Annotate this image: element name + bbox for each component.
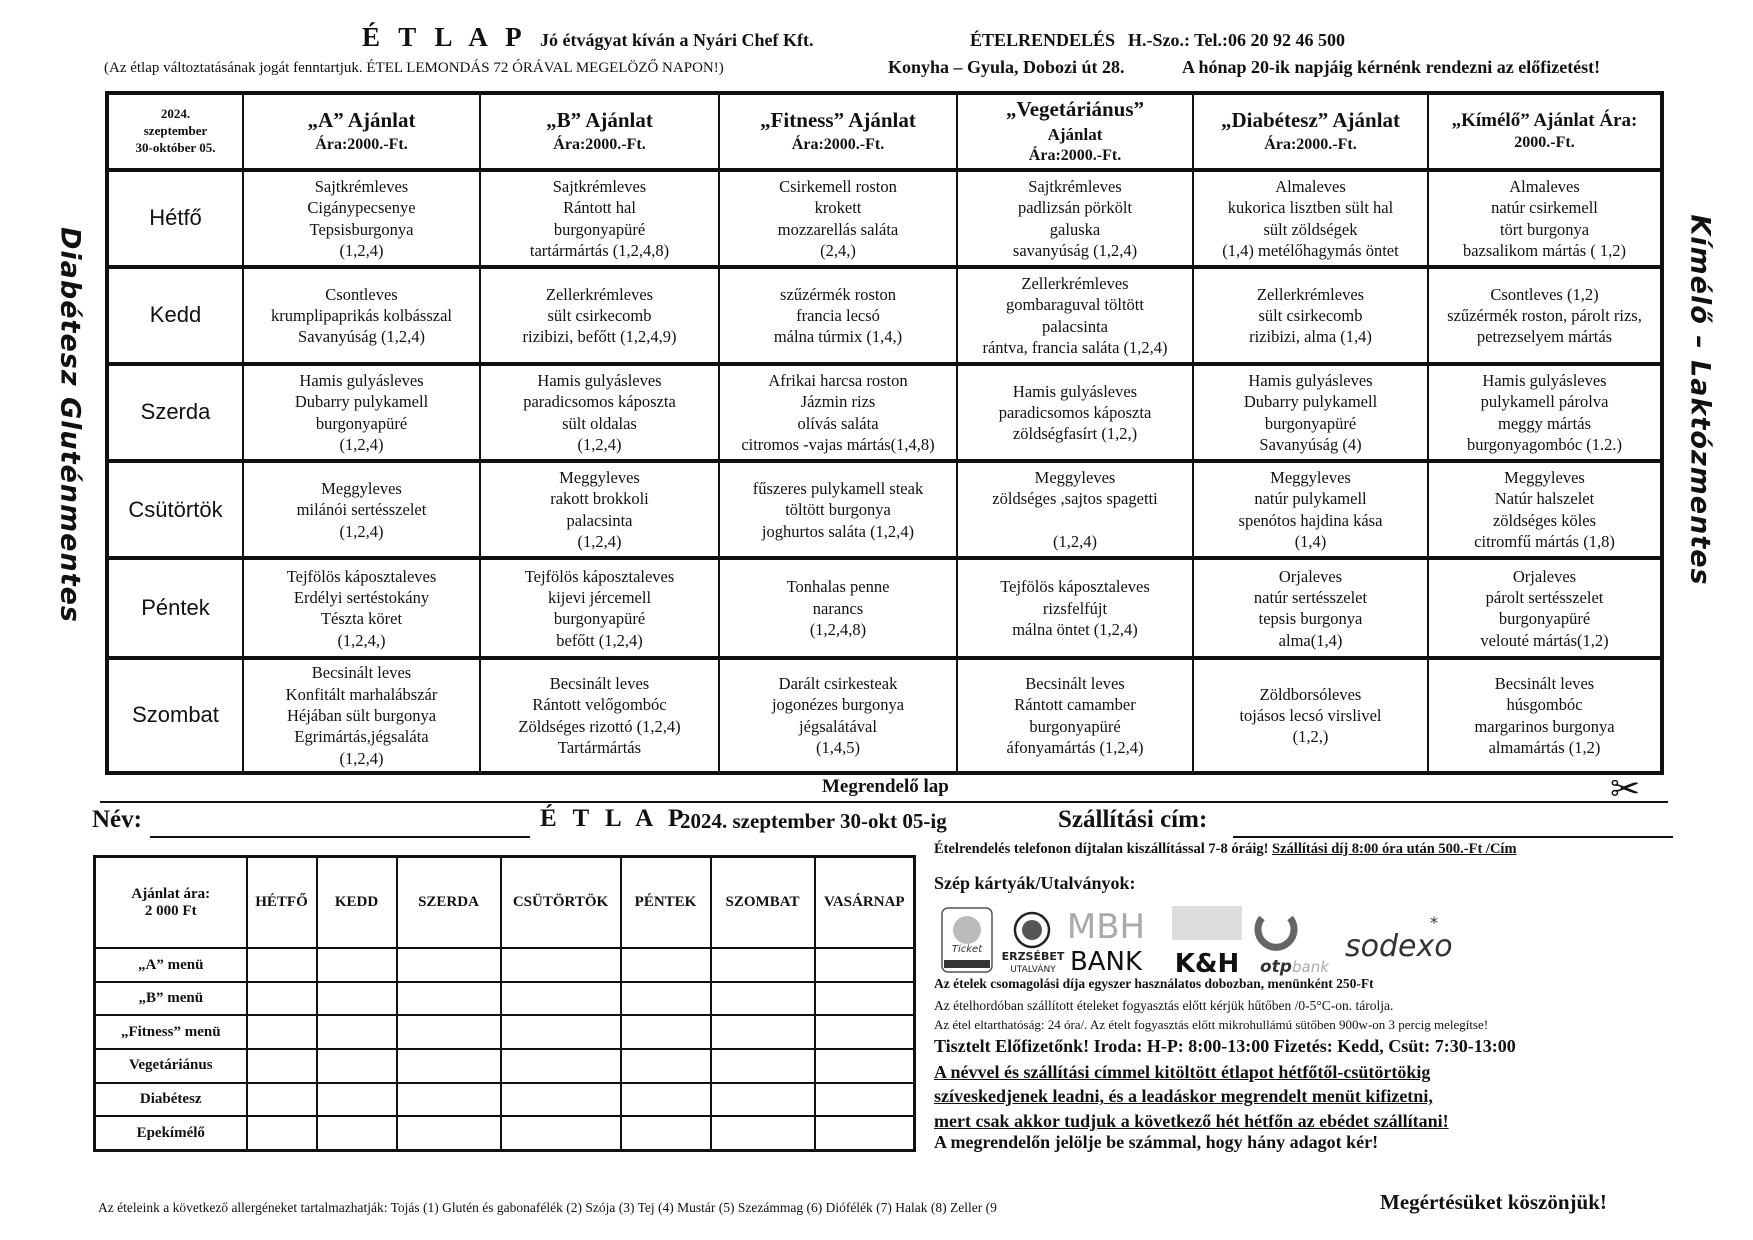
dish-line: befőtt (1,2,4) (556, 630, 643, 650)
menu-cell (719, 364, 957, 461)
dish-line: rántva, francia saláta (1,2,4) (982, 338, 1168, 358)
dish-line: Meggyleves (559, 467, 640, 487)
dish-line: Zellerkrémleves (545, 284, 654, 304)
dish-line: rizibizi, befőtt (1,2,4,9) (522, 327, 677, 347)
dish-line: tört burgonya (1499, 219, 1590, 239)
dish-line: kijevi jércemell (547, 587, 652, 607)
dish-line: Becsinált leves (549, 673, 650, 693)
dish-line: (1,2,) (1292, 727, 1329, 747)
order-quantity-cell[interactable] (247, 982, 317, 1016)
dish-line: citromos -vajas mártás(1,4,8) (741, 435, 935, 455)
order-quantity-cell[interactable] (621, 982, 711, 1016)
dish-line: Sajtkrémleves (1028, 176, 1122, 196)
menu-cell (719, 267, 957, 364)
submission-notice: A névvel és szállítási címmel kitöltött étlapot hétfőtől-csütörtökig szíveskedjenek leadni, és a leadáskor megrendelt menüt kifizetni, mert csak akkor tudjuk a következő hét hétfőn az ebédet szállítani! (934, 1062, 1449, 1131)
dish-line: meggy mártás (1497, 413, 1591, 433)
dish-line: kukorica lisztben sült hal (1227, 198, 1394, 218)
menu-cell (719, 170, 957, 267)
dish-line: Zellerkrémleves (1256, 284, 1365, 304)
dish-line: natúr sertésszelet (1253, 587, 1368, 607)
menu-cell (957, 558, 1193, 658)
order-row-label: „B” menü (95, 982, 247, 1016)
order-quantity-cell[interactable] (317, 1083, 397, 1117)
order-quantity-cell[interactable] (711, 948, 815, 982)
dish-line: natúr csirkemell (1491, 198, 1598, 218)
dish-line: zöldségfasírt (1,2,) (1012, 424, 1138, 444)
dish-line: Tepsisburgonya (309, 219, 414, 239)
dish-line: fűszeres pulykamell steak (752, 478, 924, 498)
payment-note: A hónap 20-ik napjáig kérnénk rendezni az előfizetést! (1182, 57, 1601, 77)
menu-cell (1193, 658, 1428, 773)
dish-line: rizibizi, alma (1,4) (1249, 327, 1372, 347)
dish-line: spenótos hajdina kása (1238, 510, 1383, 530)
packaging-info: Az ételek csomagolási díja egyszer használatos dobozban, menünként 250-Ft (934, 976, 1374, 991)
dish-line: Afrikai harcsa roston (768, 370, 908, 390)
menu-cell (243, 170, 480, 267)
menu-row (107, 658, 1662, 773)
order-row (95, 948, 915, 982)
dish-line: Konfitált marhalábszár (285, 684, 438, 704)
thanks-note: Megértésüket köszönjük! (1380, 1190, 1607, 1214)
order-col-header: KEDD (317, 857, 397, 949)
plan-header-gentle: „Kímélő” Ajánlat Ára: 2000.-Ft. (1428, 93, 1662, 170)
dish-line: Savanyúság (4) (1259, 435, 1362, 455)
dish-line: Becsinált leves (1494, 673, 1595, 693)
order-quantity-cell[interactable] (501, 1083, 621, 1117)
delivery-info: Ételrendelés telefonon díjtalan kiszállítással 7-8 óráig! Szállítási díj 8:00 óra után 500.-Ft /Cím (934, 841, 1517, 857)
dish-line: Csirkemell roston (779, 176, 897, 196)
dish-line: sült csirkecomb (1258, 305, 1363, 325)
order-quantity-cell[interactable] (621, 1083, 711, 1117)
dish-line: Hamis gulyásleves (299, 370, 424, 390)
dish-line: gombaraguval töltött (1006, 295, 1144, 315)
menu-row (107, 461, 1662, 558)
day-label: Kedd (107, 267, 243, 364)
ticket-logo (942, 908, 992, 972)
dish-line: szűzérmék roston (780, 284, 896, 304)
day-label: Szerda (107, 364, 243, 461)
dish-line: zöldséges köles (1492, 510, 1597, 530)
order-etlap-title: É T L A P (540, 805, 689, 832)
dish-line: Dubarry pulykamell (294, 392, 429, 412)
page-title: É T L A P (362, 22, 528, 52)
order-quantity-cell[interactable] (397, 1049, 501, 1083)
dish-line: alma(1,4) (1278, 630, 1343, 650)
order-row (95, 1116, 915, 1150)
order-quantity-cell[interactable] (711, 1049, 815, 1083)
order-quantity-cell[interactable] (317, 982, 397, 1016)
order-quantity-cell[interactable] (317, 1049, 397, 1083)
menu-date: 2024. szeptember 30-október 05. (107, 93, 243, 170)
dish-line: zöldséges ,sajtos spagetti (992, 489, 1158, 509)
dish-line: Cigánypecsenye (307, 198, 416, 218)
dish-line: Hamis gulyásleves (537, 370, 662, 390)
menu-cell (719, 558, 957, 658)
order-quantity-cell[interactable] (397, 982, 501, 1016)
header-subtitle: Jó étvágyat kíván a Nyári Chef Kft. (540, 30, 814, 50)
dish-line: Meggyleves (1034, 467, 1116, 487)
dish-line: Egrimártás,jégsaláta (294, 727, 429, 747)
order-quantity-cell[interactable] (815, 1083, 915, 1117)
dish-line: Tészta köret (320, 609, 403, 629)
dish-line: milánói sertésszelet (296, 500, 427, 520)
menu-row (107, 267, 1662, 364)
menu-row (107, 364, 1662, 461)
dish-line: Meggyleves (321, 478, 402, 498)
order-quantity-cell[interactable] (711, 1083, 815, 1117)
dish-line: Almaleves (1509, 176, 1580, 196)
order-quantity-cell[interactable] (501, 1049, 621, 1083)
dish-line: Becsinált leves (1025, 673, 1125, 693)
order-quantity-cell[interactable] (397, 1083, 501, 1117)
order-quantity-cell[interactable] (317, 1015, 397, 1049)
dish-line (960, 510, 1190, 531)
sodexo-logo (1345, 913, 1453, 964)
order-quantity-cell[interactable] (711, 1116, 815, 1150)
dish-line: Csontleves (1,2) (1490, 284, 1599, 304)
dish-line: tojásos lecsó virslivel (1239, 706, 1382, 726)
dish-line: sült zöldségek (1263, 219, 1358, 239)
order-quantity-cell[interactable] (501, 1015, 621, 1049)
menu-cell (1428, 170, 1662, 267)
menu-cell (1428, 558, 1662, 658)
order-col-header: PÉNTEK (621, 857, 711, 949)
menu-cell (719, 658, 957, 773)
address-label: Szállítási cím: (1058, 806, 1208, 833)
order-quantity-cell[interactable] (247, 1049, 317, 1083)
order-quantity-cell[interactable] (815, 1049, 915, 1083)
dish-line: krumplipaprikás kolbásszal (270, 305, 452, 325)
order-quantity-cell[interactable] (247, 1083, 317, 1117)
side-label-right: Kímélő – Laktózmentes (1684, 214, 1716, 586)
dish-line: margarinos burgonya (1474, 716, 1615, 736)
kh-logo (1172, 906, 1242, 979)
menu-row (107, 170, 1662, 267)
order-table (93, 855, 916, 1152)
dish-line: Hamis gulyásleves (1482, 370, 1607, 390)
dish-line: galuska (1049, 219, 1101, 239)
dish-line: (1,2,4,8) (809, 620, 867, 640)
menu-cell (957, 267, 1193, 364)
dish-line: Orjaleves (1512, 566, 1577, 586)
dish-line: Tejfölös káposztaleves (524, 566, 675, 586)
order-row (95, 1083, 915, 1117)
svg-text:BANK: BANK (1069, 947, 1143, 977)
dish-line: húsgombóc (1506, 695, 1583, 715)
dish-line: almamártás (1,2) (1488, 738, 1601, 758)
order-col-header: SZOMBAT (711, 857, 815, 949)
dish-line: padlizsán pörkölt (1017, 198, 1133, 218)
order-row (95, 1015, 915, 1049)
dish-line: Natúr halszelet (1494, 489, 1595, 509)
order-quantity-cell[interactable] (317, 1116, 397, 1150)
dish-line: (1,2,4) (577, 435, 622, 455)
plan-header-b: „B” Ajánlat Ára:2000.-Ft. (480, 93, 719, 170)
erzsebet-logo (1002, 913, 1065, 975)
order-row (95, 982, 915, 1016)
dish-line: burgonyagombóc (1.2.) (1466, 435, 1623, 455)
dish-line: Darált csirkesteak (778, 673, 898, 693)
dish-line: sült oldalas (562, 413, 637, 433)
svg-text:ERZSÉBET: ERZSÉBET (1001, 950, 1065, 963)
dish-line: Erdélyi sertéstokány (293, 587, 430, 607)
dish-line: savanyúság (1,2,4) (1012, 241, 1138, 261)
dish-line: Jázmin rizs (800, 392, 876, 412)
dish-line: francia lecsó (796, 305, 880, 325)
dish-line: Zellerkrémleves (1021, 273, 1129, 293)
menu-cell (243, 658, 480, 773)
scissors-icon: ✂ (1610, 769, 1641, 809)
payment-logos (940, 900, 1480, 980)
svg-text:sodexo: sodexo (1345, 929, 1453, 964)
dish-line: (1,2,4) (339, 521, 384, 541)
storage-info: Az ételhordóban szállított ételeket fogyasztás előtt kérjük hűtőben /0-5°C-on. tárolja. (934, 998, 1394, 1013)
dish-line: citromfű mártás (1,8) (1474, 532, 1615, 552)
svg-text:K&H: K&H (1174, 949, 1240, 979)
dish-line: (1,2,4) (1053, 532, 1097, 552)
order-quantity-cell[interactable] (501, 1116, 621, 1150)
svg-text:Ticket: Ticket (951, 944, 983, 955)
order-quantity-cell[interactable] (247, 948, 317, 982)
menu-cell (719, 461, 957, 558)
order-quantity-cell[interactable] (815, 1116, 915, 1150)
day-label: Szombat (107, 658, 243, 773)
dish-line: jégsalátával (799, 716, 877, 736)
order-quantity-cell[interactable] (711, 1015, 815, 1049)
order-quantity-cell[interactable] (247, 1116, 317, 1150)
dish-line: párolt sertésszelet (1485, 587, 1604, 607)
plan-header-diabetes: „Diabétesz” Ajánlat Ára:2000.-Ft. (1193, 93, 1428, 170)
dish-line: Hamis gulyásleves (1248, 370, 1373, 390)
mbh-bank-logo (1067, 907, 1145, 977)
cut-line (100, 801, 1668, 803)
day-label: Péntek (107, 558, 243, 658)
dish-line: jogonézes burgonya (771, 695, 905, 715)
dish-line: palacsinta (1042, 316, 1108, 336)
dish-line: rakott brokkoli (550, 489, 649, 509)
menu-cell (1193, 267, 1428, 364)
dish-line: (1,4,5) (816, 738, 860, 758)
order-quantity-cell[interactable] (621, 1116, 711, 1150)
dish-line: (1,2,4) (577, 532, 622, 552)
order-quantity-cell[interactable] (397, 1015, 501, 1049)
dish-line: burgonyapüré (315, 413, 408, 433)
order-quantity-cell[interactable] (397, 1116, 501, 1150)
day-label: Hétfő (107, 170, 243, 267)
menu-cell (480, 267, 719, 364)
dish-line: narancs (812, 598, 864, 618)
dish-line: (1,2,4) (339, 241, 384, 261)
menu-cell (480, 364, 719, 461)
change-note: (Az étlap változtatásának jogát fenntartjuk. ÉTEL LEMONDÁS 72 ÓRÁVAL MEGELÖZŐ NAPON!) (104, 60, 724, 76)
dish-line: Tejfölös káposztaleves (1000, 577, 1150, 597)
side-label-left: Diabétesz Gluténmentes (54, 227, 86, 623)
kitchen-address: Konyha – Gyula, Dobozi út 28. (888, 57, 1125, 77)
dish-line: palacsinta (566, 510, 633, 530)
dish-line: Meggyleves (1270, 467, 1351, 487)
dish-line: (1,4) (1294, 532, 1327, 552)
dish-line: sült csirkecomb (547, 305, 652, 325)
svg-text:otp: otp (1260, 957, 1292, 977)
dish-line: Zöldborsóleves (1259, 684, 1362, 704)
quantity-note: A megrendelőn jelölje be számmal, hogy hány adagot kér! (934, 1132, 1379, 1152)
order-row-label: Epekímélő (95, 1116, 247, 1150)
dish-line: mozzarellás saláta (777, 219, 899, 239)
svg-text:UTALVÁNY: UTALVÁNY (1010, 965, 1056, 975)
dish-line: Sajtkrémleves (314, 176, 409, 196)
menu-cell (243, 364, 480, 461)
order-col-header: CSÜTÖRTÖK (501, 857, 621, 949)
office-hours: Tisztelt Előfizetőnk! Iroda: H-P: 8:00-13:00 Fizetés: Kedd, Csüt: 7:30-13:00 (934, 1036, 1516, 1056)
dish-line: Becsinált leves (311, 663, 412, 683)
order-row-label: „A” menü (95, 948, 247, 982)
dish-line: burgonyapüré (1264, 413, 1357, 433)
dish-line: Savanyúság (1,2,4) (298, 327, 425, 347)
dish-line: málna túrmix (1,4,) (773, 327, 903, 347)
order-quantity-cell[interactable] (621, 1015, 711, 1049)
order-quantity-cell[interactable] (815, 1015, 915, 1049)
dish-line: (1,4) metélőhagymás öntet (1222, 241, 1399, 261)
order-quantity-cell[interactable] (711, 982, 815, 1016)
order-quantity-cell[interactable] (501, 982, 621, 1016)
order-quantity-cell[interactable] (621, 1049, 711, 1083)
dish-line: Tartármártás (557, 738, 642, 758)
dish-line: Csontleves (325, 284, 398, 304)
dish-line: Dubarry pulykamell (1243, 392, 1378, 412)
order-label: ÉTELRENDELÉS (970, 30, 1116, 50)
order-quantity-cell[interactable] (247, 1015, 317, 1049)
plan-header-vegetarian: „Vegetáriánus” Ajánlat Ára:2000.-Ft. (957, 93, 1193, 170)
menu-cell (1193, 364, 1428, 461)
menu-cell (1428, 267, 1662, 364)
dish-line: szűzérmék roston, párolt rizs, (1447, 305, 1642, 325)
dish-line: (1,2,4,) (337, 630, 386, 650)
order-quantity-cell[interactable] (397, 948, 501, 982)
address-field[interactable] (1233, 836, 1673, 838)
order-date: 2024. szeptember 30-okt 05-ig (680, 809, 947, 833)
dish-line: (2,4,) (820, 241, 856, 261)
plan-header-fitness: „Fitness” Ajánlat Ára:2000.-Ft. (719, 93, 957, 170)
svg-text:MBH: MBH (1066, 907, 1146, 947)
order-quantity-cell[interactable] (317, 948, 397, 982)
dish-line: pulykamell párolva (1480, 392, 1609, 412)
name-field[interactable] (150, 836, 530, 838)
dish-line: velouté mártás(1,2) (1480, 630, 1609, 650)
order-col-header: VASÁRNAP (815, 857, 915, 949)
order-price-corner: Ajánlat ára: 2 000 Ft (95, 857, 247, 949)
order-col-header: HÉTFŐ (247, 857, 317, 949)
menu-table (105, 91, 1664, 775)
cards-title: Szép kártyák/Utalványok: (934, 873, 1136, 893)
dish-line: töltött burgonya (785, 500, 891, 520)
menu-cell (480, 170, 719, 267)
menu-cell (1428, 658, 1662, 773)
order-row-label: Vegetáriánus (95, 1049, 247, 1083)
menu-cell (1193, 461, 1428, 558)
menu-cell (1193, 170, 1428, 267)
menu-cell (480, 658, 719, 773)
dish-line: burgonyapüré (553, 219, 646, 239)
plan-header-a: „A” Ajánlat Ára:2000.-Ft. (243, 93, 480, 170)
svg-text:bank: bank (1292, 958, 1329, 976)
otp-bank-logo (1258, 918, 1330, 977)
order-quantity-cell[interactable] (621, 948, 711, 982)
order-row (95, 1049, 915, 1083)
dish-line: Sajtkrémleves (552, 176, 647, 196)
menu-cell (1193, 558, 1428, 658)
dish-line: olívás saláta (797, 413, 879, 433)
dish-line: petrezselyem mártás (1476, 327, 1613, 347)
dish-line: málna öntet (1,2,4) (1012, 620, 1138, 640)
order-row-label: Diabétesz (95, 1083, 247, 1117)
order-row-label: „Fitness” menü (95, 1015, 247, 1049)
dish-line: paradicsomos káposzta (998, 403, 1152, 423)
dish-line: áfonyamártás (1,2,4) (1006, 738, 1144, 758)
dish-line: paradicsomos káposzta (523, 392, 676, 412)
phone-number: H.-Szo.: Tel.:06 20 92 46 500 (1128, 30, 1346, 50)
menu-cell (243, 558, 480, 658)
dish-line: Rántott velőgombóc (532, 695, 667, 715)
dish-line: burgonyapüré (553, 609, 646, 629)
dish-line: burgonyapüré (1498, 609, 1591, 629)
name-label: Név: (92, 806, 142, 833)
day-label: Csütörtök (107, 461, 243, 558)
dish-line: tartármártás (1,2,4,8) (529, 241, 670, 261)
dish-line: Orjaleves (1278, 566, 1343, 586)
menu-cell (243, 461, 480, 558)
allergen-legend: Az ételeink a következő allergéneket tartalmazhatják: Tojás (1) Glutén és gabonafélék (2) Szója (3) Tej (4) Mustár (5) Szezámmag (6) Diófélék (7) Halak (8) Zeller (9 (98, 1200, 997, 1215)
dish-line: krokett (814, 198, 862, 218)
menu-cell (1428, 364, 1662, 461)
order-quantity-cell[interactable] (815, 948, 915, 982)
dish-line: tepsis burgonya (1258, 609, 1363, 629)
dish-line: Zöldséges rizottó (1,2,4) (518, 716, 681, 736)
dish-line: Tejfölös káposztaleves (286, 566, 437, 586)
dish-line: Meggyleves (1504, 467, 1585, 487)
dish-line: Almaleves (1275, 176, 1346, 196)
menu-cell (480, 461, 719, 558)
menu-cell (957, 364, 1193, 461)
menu-cell (480, 558, 719, 658)
menu-row (107, 558, 1662, 658)
dish-line: joghurtos saláta (1,2,4) (761, 521, 915, 541)
menu-cell (957, 170, 1193, 267)
menu-cell (1428, 461, 1662, 558)
svg-text:*: * (1430, 913, 1438, 932)
dish-line: Tonhalas penne (786, 577, 890, 597)
dish-line: bazsalikom mártás ( 1,2) (1462, 241, 1627, 261)
dish-line: Héjában sült burgonya (286, 706, 437, 726)
dish-line: (1,2,4) (339, 435, 384, 455)
dish-line: Rántott camamber (1014, 695, 1136, 715)
order-col-header: SZERDA (397, 857, 501, 949)
order-sheet-title: Megrendelő lap (822, 776, 949, 797)
menu-cell (243, 267, 480, 364)
order-quantity-cell[interactable] (501, 948, 621, 982)
dish-line: natúr pulykamell (1254, 489, 1367, 509)
dish-line: Rántott hal (563, 198, 636, 218)
menu-cell (957, 658, 1193, 773)
dish-line: Hamis gulyásleves (1012, 381, 1138, 401)
menu-cell (957, 461, 1193, 558)
order-quantity-cell[interactable] (815, 982, 915, 1016)
dish-line: rizsfelfújt (1042, 598, 1108, 618)
shelf-life-info: Az étel eltarthatóság: 24 óra/. Az ételt fogyasztás előtt mikrohullámú sütőben 900w-on 3 percig melegítse! (934, 1017, 1489, 1032)
dish-line: (1,2,4) (339, 748, 384, 768)
dish-line: burgonyapüré (1029, 716, 1121, 736)
